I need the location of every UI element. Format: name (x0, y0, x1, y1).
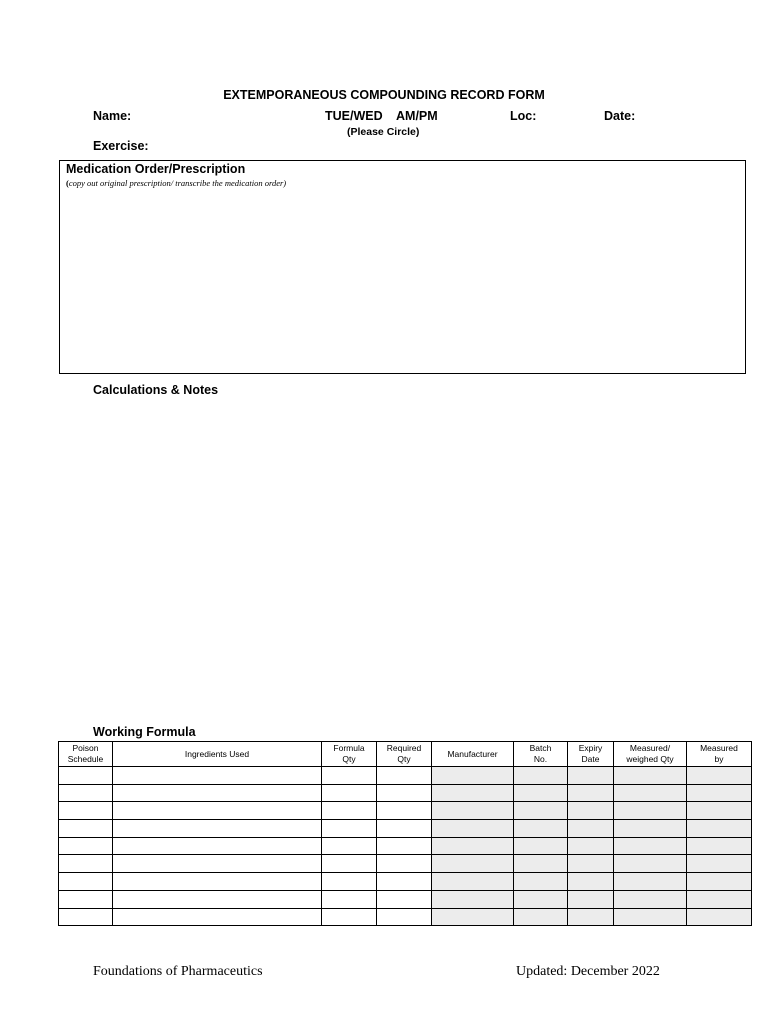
table-cell[interactable] (377, 784, 432, 802)
table-cell[interactable] (568, 767, 614, 785)
table-cell[interactable] (687, 820, 752, 838)
session-label: AM/PM (396, 109, 438, 123)
table-cell[interactable] (614, 890, 687, 908)
table-cell[interactable] (514, 890, 568, 908)
table-cell[interactable] (322, 908, 377, 926)
table-cell[interactable] (113, 873, 322, 891)
prescription-heading: Medication Order/Prescription (66, 162, 246, 176)
table-cell[interactable] (514, 820, 568, 838)
table-cell[interactable] (59, 784, 113, 802)
table-cell[interactable] (377, 802, 432, 820)
table-cell[interactable] (322, 890, 377, 908)
column-header-text: Manufacturer (447, 748, 498, 759)
column-header-text: by (714, 754, 724, 764)
table-cell[interactable] (614, 873, 687, 891)
table-cell[interactable] (377, 890, 432, 908)
table-cell[interactable] (322, 784, 377, 802)
table-cell[interactable] (432, 855, 514, 873)
column-header (568, 742, 614, 767)
table-cell[interactable] (514, 855, 568, 873)
table-cell[interactable] (59, 890, 113, 908)
column-header-text: Required (386, 743, 422, 753)
calculations-area[interactable] (93, 402, 743, 720)
table-cell[interactable] (322, 837, 377, 855)
table-cell[interactable] (59, 820, 113, 838)
footer-course: Foundations of Pharmaceutics (93, 964, 263, 979)
date-label: Date: (604, 109, 636, 123)
column-header-text: Date (581, 754, 600, 764)
table-cell[interactable] (568, 802, 614, 820)
table-cell[interactable] (322, 820, 377, 838)
column-header-text: Schedule (67, 754, 104, 764)
table-cell[interactable] (432, 908, 514, 926)
column-header (377, 742, 432, 767)
calculations-heading: Calculations & Notes (93, 383, 219, 397)
table-cell[interactable] (568, 855, 614, 873)
table-cell[interactable] (514, 767, 568, 785)
table-cell[interactable] (322, 767, 377, 785)
table-cell[interactable] (113, 837, 322, 855)
table-cell[interactable] (377, 820, 432, 838)
column-header (113, 742, 322, 767)
table-body (59, 767, 752, 926)
table-cell[interactable] (432, 837, 514, 855)
column-header-text: Qty (342, 754, 356, 764)
column-header-text: Ingredients Used (184, 748, 250, 759)
column-header (432, 742, 514, 767)
table-row (59, 855, 752, 873)
table-cell[interactable] (377, 767, 432, 785)
table-cell[interactable] (322, 873, 377, 891)
table-cell[interactable] (432, 890, 514, 908)
table-cell[interactable] (687, 767, 752, 785)
table-cell[interactable] (568, 784, 614, 802)
table-cell[interactable] (568, 890, 614, 908)
column-header-text: Poison (72, 743, 99, 753)
prescription-note-paren: ( (66, 178, 69, 188)
table-cell[interactable] (687, 837, 752, 855)
column-header (614, 742, 687, 767)
table-cell[interactable] (322, 855, 377, 873)
table-cell[interactable] (432, 873, 514, 891)
table-cell[interactable] (568, 837, 614, 855)
table-cell[interactable] (568, 873, 614, 891)
working-formula-heading: Working Formula (93, 725, 196, 739)
table-cell[interactable] (614, 802, 687, 820)
table-row (59, 784, 752, 802)
column-header-text: Expiry (578, 743, 603, 753)
table-cell[interactable] (113, 890, 322, 908)
column-header-text: Measured (700, 743, 738, 753)
footer-updated: Updated: December 2022 (516, 964, 660, 979)
table-cell[interactable] (377, 855, 432, 873)
table-row (59, 820, 752, 838)
day-label: TUE/WED (325, 109, 383, 123)
table-cell[interactable] (113, 767, 322, 785)
column-header (687, 742, 752, 767)
table-cell[interactable] (432, 802, 514, 820)
table-cell[interactable] (377, 837, 432, 855)
loc-label: Loc: (510, 109, 537, 123)
exercise-label: Exercise: (93, 139, 149, 153)
table-cell[interactable] (614, 820, 687, 838)
please-circle-note: (Please Circle) (347, 126, 420, 138)
table-cell[interactable] (59, 802, 113, 820)
table-cell[interactable] (113, 802, 322, 820)
column-header-text: No. (533, 754, 548, 764)
column-header-text: Measured/ (629, 743, 671, 753)
table-cell[interactable] (59, 767, 113, 785)
prescription-note-text: copy out original prescription/ transcribe the medication order) (68, 178, 287, 188)
table-cell[interactable] (614, 855, 687, 873)
column-header-text: weighed Qty (626, 754, 674, 764)
table-cell[interactable] (113, 908, 322, 926)
table-cell[interactable] (59, 855, 113, 873)
table-header-row (59, 742, 752, 767)
table-cell[interactable] (614, 908, 687, 926)
column-header (514, 742, 568, 767)
table-cell[interactable] (514, 873, 568, 891)
working-formula-table (58, 741, 752, 926)
table-cell[interactable] (568, 908, 614, 926)
table-cell[interactable] (614, 767, 687, 785)
table-row (59, 837, 752, 855)
table-cell[interactable] (687, 908, 752, 926)
table-row (59, 767, 752, 785)
table-cell[interactable] (687, 855, 752, 873)
table-cell[interactable] (432, 784, 514, 802)
table-cell[interactable] (59, 837, 113, 855)
column-header (59, 742, 113, 767)
prescription-box[interactable] (59, 160, 746, 374)
table-cell[interactable] (614, 837, 687, 855)
column-header-text: Formula (333, 743, 365, 753)
table-cell[interactable] (614, 784, 687, 802)
column-header (322, 742, 377, 767)
table-row (59, 873, 752, 891)
table-cell[interactable] (514, 837, 568, 855)
table-cell[interactable] (514, 908, 568, 926)
table-cell[interactable] (687, 784, 752, 802)
table-cell[interactable] (687, 890, 752, 908)
form-title: EXTEMPORANEOUS COMPOUNDING RECORD FORM (223, 88, 545, 102)
table-cell[interactable] (322, 802, 377, 820)
table-cell[interactable] (377, 908, 432, 926)
table-cell[interactable] (432, 820, 514, 838)
prescription-instruction (66, 178, 286, 188)
table-row (59, 802, 752, 820)
column-header-text: Qty (397, 754, 411, 764)
table-cell[interactable] (568, 820, 614, 838)
table-cell[interactable] (377, 873, 432, 891)
table-cell[interactable] (432, 767, 514, 785)
table-row (59, 908, 752, 926)
table-cell[interactable] (59, 908, 113, 926)
name-label: Name: (93, 109, 132, 123)
table-cell[interactable] (113, 855, 322, 873)
table-cell[interactable] (514, 784, 568, 802)
table-cell[interactable] (59, 873, 113, 891)
table-cell[interactable] (687, 873, 752, 891)
table-cell[interactable] (514, 802, 568, 820)
table-row (59, 890, 752, 908)
table-cell[interactable] (113, 820, 322, 838)
table-cell[interactable] (687, 802, 752, 820)
table-cell[interactable] (113, 784, 322, 802)
column-header-text: Batch (529, 743, 552, 753)
